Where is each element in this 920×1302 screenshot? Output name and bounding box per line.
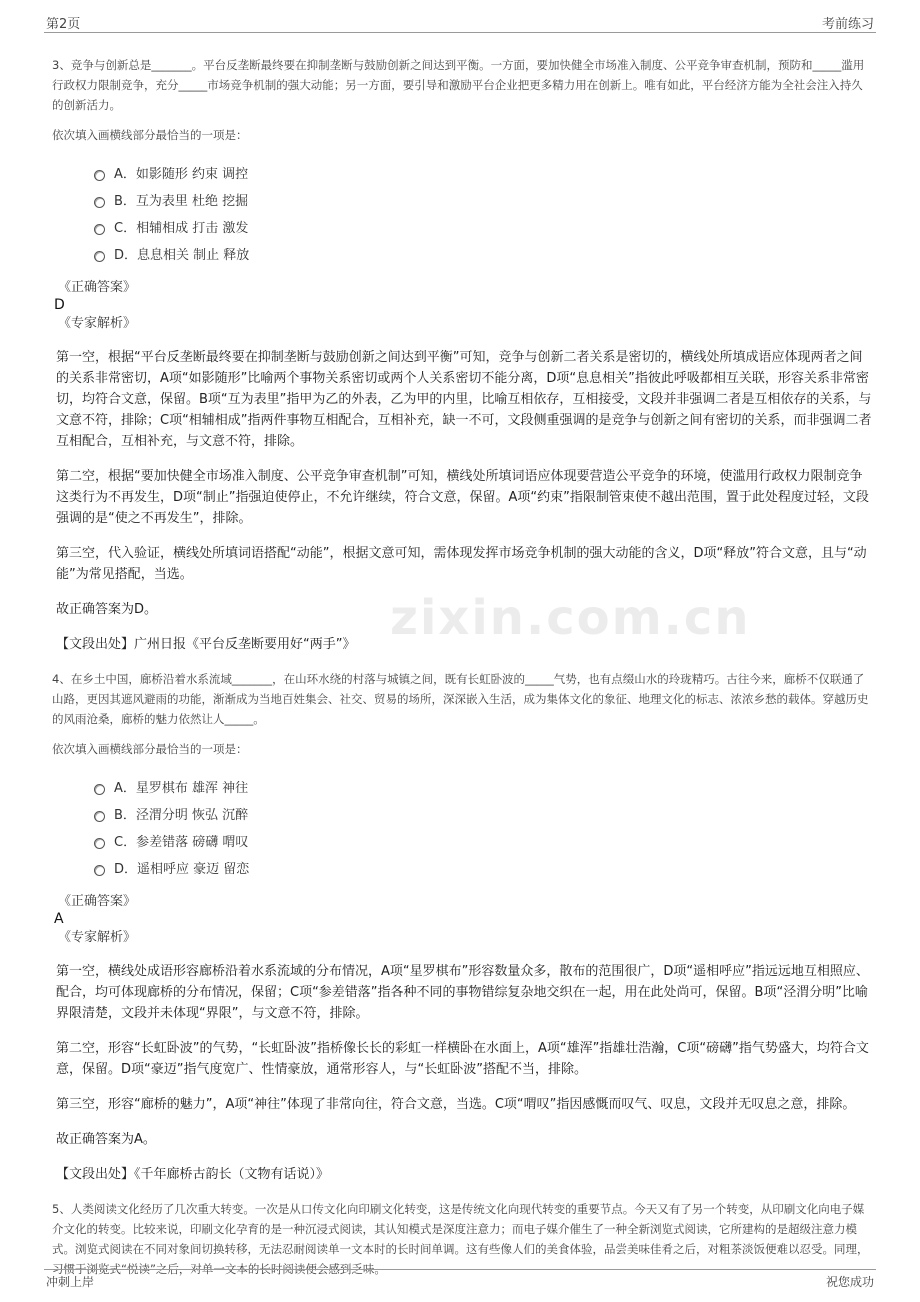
- radio-icon[interactable]: [94, 197, 105, 208]
- analysis-heading: 《专家解析》: [58, 316, 137, 331]
- question-4-prompt: 依次填入画横线部分最恰当的一项是：: [52, 742, 248, 756]
- option-label: C．相辅相成 打击 激发: [114, 221, 249, 236]
- answer-value: A: [54, 911, 64, 927]
- option-label: B．互为表里 杜绝 挖掘: [114, 194, 249, 209]
- question-3-options: [94, 161, 872, 269]
- option-label: C．参差错落 磅礴 喟叹: [114, 835, 249, 850]
- option-b[interactable]: [94, 188, 872, 215]
- option-a[interactable]: [94, 161, 872, 188]
- analysis-paragraph: 第一空，横线处成语形容廊桥沿着水系流域的分布情况，A项“星罗棋布”形容数量众多，散布的范围很广，D项“遥相呼应”指远远地互相照应、配合，均可体现廊桥的分布情况，保留；C项“参差错落”指各种不同的事物错综复杂地交织在一起，用在此处尚可，保留。B项“泾渭分明”比喻界限清楚，文段并未体现“界限”，与文意不符，排除。: [56, 964, 869, 1021]
- answer-heading: 《正确答案》: [58, 280, 137, 295]
- option-label: D．遥相呼应 豪迈 留恋: [114, 862, 250, 877]
- page-footer: [44, 1269, 876, 1290]
- option-d[interactable]: [94, 242, 872, 269]
- analysis-heading: 《专家解析》: [58, 930, 137, 945]
- option-d[interactable]: [94, 856, 872, 883]
- header-section-title: 考前练习: [821, 17, 874, 32]
- radio-icon[interactable]: [94, 170, 105, 181]
- source-citation: 【文段出处】《千年廊桥古韵长（文物有话说）》: [56, 1167, 330, 1182]
- question-3-prompt: 依次填入画横线部分最恰当的一项是：: [52, 128, 248, 142]
- analysis-conclusion: 故正确答案为A。: [56, 1132, 156, 1147]
- radio-icon[interactable]: [94, 224, 105, 235]
- question-4-stem: 4、在乡土中国，廊桥沿着水系流域_______，在山环水绕的村落与城镇之间，既有长虹卧波的_____气势，也有点缀山水的玲珑精巧。古往今来，廊桥不仅联通了山路，更因其遮风避雨的功能，渐渐成为当地百姓集会、社交、贸易的场所，深深嵌入生活，成为集体文化的象征、地理文化的标志、浓浓乡愁的载体。穿越历史的风雨沧桑，廊桥的魅力依然让人_____。: [52, 672, 869, 726]
- radio-icon[interactable]: [94, 865, 105, 876]
- analysis-conclusion: 故正确答案为D。: [56, 602, 158, 617]
- option-a[interactable]: [94, 775, 872, 802]
- option-label: B．泾渭分明 恢弘 沉醉: [114, 808, 249, 823]
- answer-heading: 《正确答案》: [58, 894, 137, 909]
- document-body: [52, 55, 872, 1279]
- radio-icon[interactable]: [94, 251, 105, 262]
- analysis-paragraph: 第三空，形容“廊桥的魅力”，A项“神往”体现了非常向往，符合文意，当选。C项“喟叹”指因感慨而叹气、叹息，文段并无叹息之意，排除。: [56, 1097, 856, 1112]
- watermark: zixin.com.cn: [390, 590, 751, 646]
- analysis-paragraph: 第二空，根据“要加快健全市场准入制度、公平竞争审查机制”可知，横线处所填词语应体现要营造公平竞争的环境，使滥用行政权力限制竞争这类行为不再发生，D项“制止”指强迫使停止，不允许继续，符合文意，保留。A项“约束”指限制管束使不越出范围，置于此处程度过轻，文段强调的是“使之不再发生”，排除。: [56, 469, 869, 526]
- radio-icon[interactable]: [94, 811, 105, 822]
- page-number: 第2页: [46, 17, 81, 32]
- page-header: [44, 12, 876, 33]
- radio-icon[interactable]: [94, 838, 105, 849]
- option-label: A．如影随形 约束 调控: [114, 167, 249, 182]
- radio-icon[interactable]: [94, 784, 105, 795]
- answer-value: D: [54, 297, 65, 313]
- footer-left-text: 冲刺上岸: [46, 1275, 95, 1289]
- option-c[interactable]: [94, 215, 872, 242]
- analysis-paragraph: 第二空，形容“长虹卧波”的气势，“长虹卧波”指桥像长长的彩虹一样横卧在水面上，A项“雄浑”指雄壮浩瀚，C项“磅礴”指气势盛大，均符合文意，保留。D项“豪迈”指气度宽广、性情豪放，通常形容人，与“长虹卧波”搭配不当，排除。: [56, 1041, 869, 1077]
- option-c[interactable]: [94, 829, 872, 856]
- question-3-stem: 3、竞争与创新总是_______。平台反垄断最终要在抑制垄断与鼓励创新之间达到平衡。一方面，要加快健全市场准入制度、公平竞争审查机制，预防和_____滥用行政权力限制竞争，充分_____市场竞争机制的强大动能；另一方面，要引导和激励平台企业把更多精力用在创新上。唯有如此，平台经济方能为全社会注入持久的创新活力。: [52, 58, 865, 112]
- analysis-paragraph: 第一空，根据“平台反垄断最终要在抑制垄断与鼓励创新之间达到平衡”可知，竞争与创新二者关系是密切的，横线处所填成语应体现两者之间的关系非常密切，A项“如影随形”比喻两个事物关系密切或两个人关系密切不能分离，D项“息息相关”指彼此呼吸都相互关联，形容关系非常密切，均符合文意，保留。B项“互为表里”指甲为乙的外表，乙为甲的内里，比喻互相依存，互相接受，文段并非强调二者是互相依存的关系，与文意不符，排除；C项“相辅相成”指两件事物互相配合，互相补充，缺一不可，文段侧重强调的是竞争与创新之间有密切的关系，而非强调二者互相配合，互相补充，与文意不符，排除。: [56, 350, 872, 449]
- footer-right-text: 祝您成功: [825, 1275, 874, 1289]
- question-4-options: [94, 775, 872, 883]
- question-5-stem: 5、人类阅读文化经历了几次重大转变。一次是从口传文化向印刷文化转变，这是传统文化向现代转变的重要节点。今天又有了另一个转变，从印刷文化向电子媒介文化的转变。比较来说，印刷文化孕育的是一种沉浸式阅读，其认知模式是深度注意力；而电子媒介催生了一种全新浏览式阅读，它所建构的是超级注意力模式。浏览式阅读在不同对象间切换转移，无法忍耐阅读单一文本时的长时间单调。这有些像人们的美食体验，品尝美味佳肴之后，对粗茶淡饭便难以忍受。同理，习惯于浏览式“悦读”之后，对单一文本的长时阅读便会感到乏味。: [52, 1202, 869, 1276]
- source-citation: 【文段出处】广州日报《平台反垄断要用好“两手”》: [56, 637, 356, 652]
- option-label: D．息息相关 制止 释放: [114, 248, 250, 263]
- option-b[interactable]: [94, 802, 872, 829]
- option-label: A．星罗棋布 雄浑 神往: [114, 781, 249, 796]
- analysis-paragraph: 第三空，代入验证，横线处所填词语搭配“动能”，根据文意可知，需体现发挥市场竞争机制的强大动能的含义，D项“释放”符合文意，且与“动能”为常见搭配，当选。: [56, 546, 867, 582]
